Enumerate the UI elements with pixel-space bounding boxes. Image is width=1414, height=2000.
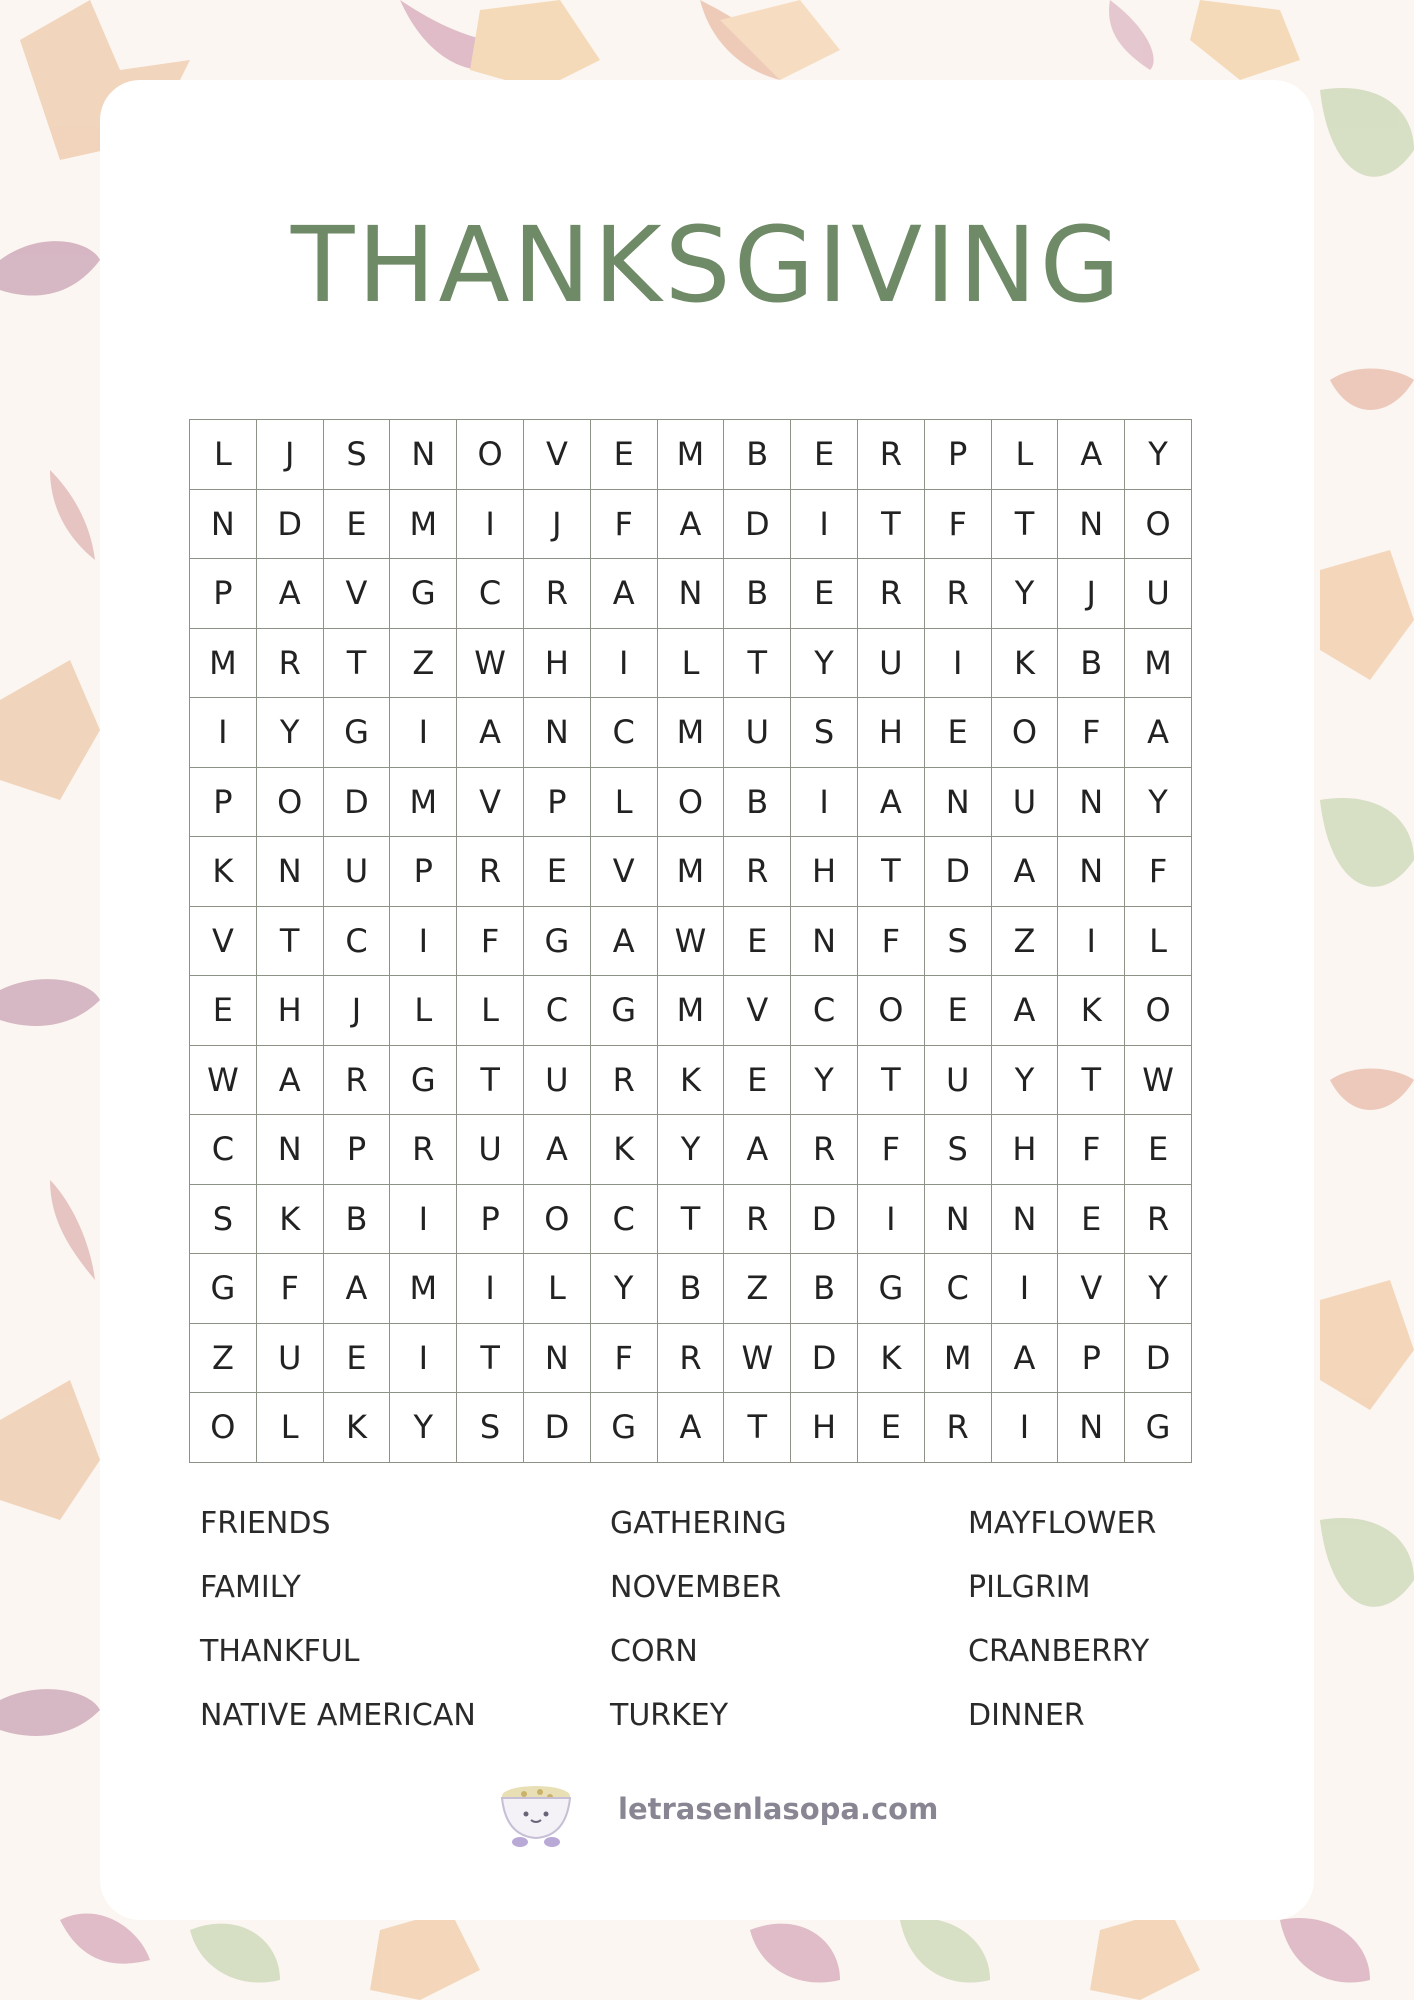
grid-cell[interactable]: B: [724, 559, 791, 629]
grid-cell[interactable]: A: [1125, 698, 1192, 768]
grid-cell[interactable]: E: [591, 420, 658, 490]
grid-cell[interactable]: R: [324, 1046, 391, 1116]
grid-cell[interactable]: F: [858, 1115, 925, 1185]
grid-cell[interactable]: U: [925, 1046, 992, 1116]
grid-cell[interactable]: N: [257, 837, 324, 907]
grid-cell[interactable]: F: [1058, 698, 1125, 768]
grid-cell[interactable]: M: [1125, 629, 1192, 699]
grid-cell[interactable]: N: [925, 1185, 992, 1255]
grid-cell[interactable]: T: [1058, 1046, 1125, 1116]
grid-cell[interactable]: F: [457, 907, 524, 977]
grid-cell[interactable]: M: [390, 1254, 457, 1324]
grid-cell[interactable]: K: [257, 1185, 324, 1255]
grid-cell[interactable]: V: [524, 420, 591, 490]
grid-cell[interactable]: P: [457, 1185, 524, 1255]
grid-cell[interactable]: G: [591, 976, 658, 1046]
grid-cell[interactable]: R: [724, 1185, 791, 1255]
leaf-icon: [190, 1924, 280, 1983]
grid-cell[interactable]: V: [457, 768, 524, 838]
grid-cell[interactable]: R: [724, 837, 791, 907]
grid-cell[interactable]: I: [992, 1254, 1059, 1324]
grid-cell[interactable]: H: [791, 1393, 858, 1463]
grid-cell[interactable]: Z: [190, 1324, 257, 1394]
grid-cell[interactable]: Y: [992, 559, 1059, 629]
grid-cell[interactable]: S: [324, 420, 391, 490]
word-list-item: NOVEMBER: [610, 1570, 782, 1605]
grid-cell[interactable]: T: [457, 1324, 524, 1394]
grid-cell[interactable]: A: [324, 1254, 391, 1324]
grid-cell[interactable]: E: [925, 698, 992, 768]
footer-branding: [496, 1778, 939, 1848]
word-list-item: FRIENDS: [200, 1506, 331, 1541]
grid-cell[interactable]: N: [190, 490, 257, 560]
grid-cell[interactable]: P: [925, 420, 992, 490]
grid-cell[interactable]: K: [1058, 976, 1125, 1046]
grid-cell[interactable]: V: [1058, 1254, 1125, 1324]
grid-cell[interactable]: U: [724, 698, 791, 768]
grid-cell[interactable]: V: [724, 976, 791, 1046]
grid-cell[interactable]: W: [190, 1046, 257, 1116]
grid-cell[interactable]: N: [524, 698, 591, 768]
grid-cell[interactable]: C: [324, 907, 391, 977]
grid-cell[interactable]: M: [390, 490, 457, 560]
grid-cell[interactable]: E: [1058, 1185, 1125, 1255]
grid-cell[interactable]: L: [524, 1254, 591, 1324]
maple-leaf-icon: [0, 1380, 100, 1520]
grid-cell[interactable]: I: [1058, 907, 1125, 977]
grid-cell[interactable]: A: [858, 768, 925, 838]
grid-cell[interactable]: G: [591, 1393, 658, 1463]
grid-cell[interactable]: T: [658, 1185, 725, 1255]
word-list-item: CORN: [610, 1634, 698, 1669]
word-list-column-2: [610, 1500, 787, 1756]
leaf-icon: [0, 1689, 100, 1736]
grid-cell[interactable]: F: [591, 1324, 658, 1394]
grid-cell[interactable]: G: [1125, 1393, 1192, 1463]
grid-cell[interactable]: P: [324, 1115, 391, 1185]
grid-cell[interactable]: W: [1125, 1046, 1192, 1116]
grid-cell[interactable]: R: [1125, 1185, 1192, 1255]
grid-cell[interactable]: L: [591, 768, 658, 838]
grid-cell[interactable]: Y: [992, 1046, 1059, 1116]
grid-cell[interactable]: I: [457, 490, 524, 560]
grid-cell[interactable]: J: [1058, 559, 1125, 629]
grid-cell[interactable]: E: [925, 976, 992, 1046]
grid-cell[interactable]: E: [1125, 1115, 1192, 1185]
grid-cell[interactable]: O: [457, 420, 524, 490]
word-list-item: CRANBERRY: [968, 1634, 1150, 1669]
grid-cell[interactable]: H: [992, 1115, 1059, 1185]
word-list-item: PILGRIM: [968, 1570, 1091, 1605]
grid-cell[interactable]: D: [925, 837, 992, 907]
grid-cell[interactable]: M: [190, 629, 257, 699]
grid-cell[interactable]: E: [724, 1046, 791, 1116]
grid-cell[interactable]: B: [724, 420, 791, 490]
grid-cell[interactable]: J: [324, 976, 391, 1046]
grid-cell[interactable]: T: [858, 1046, 925, 1116]
grid-cell[interactable]: B: [1058, 629, 1125, 699]
grid-cell[interactable]: Y: [791, 629, 858, 699]
grid-cell[interactable]: A: [724, 1115, 791, 1185]
grid-cell[interactable]: R: [658, 1324, 725, 1394]
grid-cell[interactable]: S: [791, 698, 858, 768]
leaf-icon: [900, 1918, 990, 1982]
grid-cell[interactable]: M: [658, 976, 725, 1046]
grid-cell[interactable]: V: [591, 837, 658, 907]
grid-cell[interactable]: L: [390, 976, 457, 1046]
grid-cell[interactable]: I: [457, 1254, 524, 1324]
grid-cell[interactable]: N: [524, 1324, 591, 1394]
grid-cell[interactable]: G: [390, 559, 457, 629]
grid-cell[interactable]: M: [658, 698, 725, 768]
grid-cell[interactable]: H: [858, 698, 925, 768]
word-list-item: MAYFLOWER: [968, 1506, 1157, 1541]
grid-cell[interactable]: O: [190, 1393, 257, 1463]
maple-leaf-icon: [370, 1910, 480, 2000]
grid-cell[interactable]: I: [858, 1185, 925, 1255]
grid-cell[interactable]: D: [724, 490, 791, 560]
grid-cell[interactable]: R: [390, 1115, 457, 1185]
grid-cell[interactable]: Z: [390, 629, 457, 699]
grid-cell[interactable]: A: [992, 1324, 1059, 1394]
grid-cell[interactable]: L: [257, 1393, 324, 1463]
grid-cell[interactable]: O: [524, 1185, 591, 1255]
word-list-column-1: [200, 1500, 476, 1756]
grid-cell[interactable]: L: [457, 976, 524, 1046]
grid-cell[interactable]: B: [724, 768, 791, 838]
grid-cell[interactable]: U: [457, 1115, 524, 1185]
grid-cell[interactable]: I: [190, 698, 257, 768]
grid-cell[interactable]: Z: [992, 907, 1059, 977]
grid-cell[interactable]: L: [992, 420, 1059, 490]
grid-cell[interactable]: G: [858, 1254, 925, 1324]
grid-cell[interactable]: C: [457, 559, 524, 629]
grid-cell[interactable]: J: [257, 420, 324, 490]
grid-cell[interactable]: V: [324, 559, 391, 629]
grid-cell[interactable]: S: [925, 1115, 992, 1185]
grid-cell[interactable]: I: [791, 768, 858, 838]
site-url: letrasenlasopa.com: [618, 1792, 939, 1826]
grid-cell[interactable]: N: [257, 1115, 324, 1185]
grid-cell[interactable]: N: [925, 768, 992, 838]
word-list-item: FAMILY: [200, 1570, 301, 1605]
word-search-grid[interactable]: [189, 419, 1192, 1463]
grid-cell[interactable]: F: [1058, 1115, 1125, 1185]
grid-cell[interactable]: Z: [724, 1254, 791, 1324]
grid-cell[interactable]: E: [724, 907, 791, 977]
grid-cell[interactable]: M: [658, 837, 725, 907]
grid-cell[interactable]: J: [524, 490, 591, 560]
grid-cell[interactable]: Y: [390, 1393, 457, 1463]
grid-cell[interactable]: F: [858, 907, 925, 977]
grid-cell[interactable]: K: [658, 1046, 725, 1116]
grid-cell[interactable]: C: [791, 976, 858, 1046]
grid-cell[interactable]: P: [190, 559, 257, 629]
grid-cell[interactable]: P: [190, 768, 257, 838]
grid-cell[interactable]: Y: [658, 1115, 725, 1185]
grid-cell[interactable]: A: [457, 698, 524, 768]
grid-cell[interactable]: R: [925, 1393, 992, 1463]
grid-cell[interactable]: I: [390, 1324, 457, 1394]
grid-cell[interactable]: I: [390, 698, 457, 768]
grid-cell[interactable]: K: [858, 1324, 925, 1394]
grid-cell[interactable]: E: [791, 420, 858, 490]
leaf-icon: [50, 1180, 95, 1280]
grid-cell[interactable]: T: [724, 1393, 791, 1463]
grid-cell[interactable]: K: [591, 1115, 658, 1185]
grid-cell[interactable]: M: [390, 768, 457, 838]
word-list-item: GATHERING: [610, 1506, 787, 1541]
grid-cell[interactable]: N: [390, 420, 457, 490]
grid-cell[interactable]: N: [658, 559, 725, 629]
grid-cell[interactable]: S: [925, 907, 992, 977]
leaf-icon: [1330, 1068, 1414, 1110]
maple-leaf-icon: [1320, 1280, 1414, 1410]
grid-cell[interactable]: A: [992, 837, 1059, 907]
grid-cell[interactable]: A: [524, 1115, 591, 1185]
grid-cell[interactable]: Y: [1125, 420, 1192, 490]
grid-cell[interactable]: L: [658, 629, 725, 699]
grid-cell[interactable]: C: [591, 1185, 658, 1255]
grid-cell[interactable]: O: [257, 768, 324, 838]
grid-cell[interactable]: D: [1125, 1324, 1192, 1394]
grid-cell[interactable]: C: [925, 1254, 992, 1324]
grid-cell[interactable]: A: [658, 490, 725, 560]
grid-cell[interactable]: A: [257, 559, 324, 629]
grid-cell[interactable]: C: [591, 698, 658, 768]
grid-cell[interactable]: W: [658, 907, 725, 977]
page-title: THANKSGIVING: [290, 204, 1124, 326]
grid-cell[interactable]: F: [591, 490, 658, 560]
grid-cell[interactable]: H: [257, 976, 324, 1046]
grid-cell[interactable]: G: [190, 1254, 257, 1324]
grid-cell[interactable]: F: [1125, 837, 1192, 907]
grid-cell[interactable]: G: [524, 907, 591, 977]
grid-cell[interactable]: A: [1058, 420, 1125, 490]
grid-cell[interactable]: O: [858, 976, 925, 1046]
grid-cell[interactable]: I: [591, 629, 658, 699]
grid-cell[interactable]: W: [457, 629, 524, 699]
grid-cell[interactable]: I: [925, 629, 992, 699]
grid-cell[interactable]: L: [190, 420, 257, 490]
grid-cell[interactable]: C: [190, 1115, 257, 1185]
grid-cell[interactable]: M: [658, 420, 725, 490]
grid-cell[interactable]: O: [1125, 490, 1192, 560]
grid-cell[interactable]: I: [791, 490, 858, 560]
grid-cell[interactable]: R: [791, 1115, 858, 1185]
leaf-icon: [1320, 1518, 1414, 1607]
grid-cell[interactable]: T: [257, 907, 324, 977]
grid-cell[interactable]: S: [190, 1185, 257, 1255]
word-list-item: NATIVE AMERICAN: [200, 1698, 476, 1733]
grid-cell[interactable]: E: [791, 559, 858, 629]
leaf-icon: [60, 1914, 150, 1964]
grid-cell[interactable]: F: [925, 490, 992, 560]
grid-cell[interactable]: P: [1058, 1324, 1125, 1394]
grid-cell[interactable]: G: [324, 698, 391, 768]
leaf-icon: [0, 979, 100, 1026]
grid-cell[interactable]: E: [324, 490, 391, 560]
leaf-icon: [1280, 1918, 1370, 1982]
grid-cell[interactable]: P: [524, 768, 591, 838]
grid-cell[interactable]: U: [524, 1046, 591, 1116]
word-list-item: THANKFUL: [200, 1634, 360, 1669]
grid-cell[interactable]: A: [591, 559, 658, 629]
grid-cell[interactable]: Y: [791, 1046, 858, 1116]
grid-cell[interactable]: R: [925, 559, 992, 629]
grid-cell[interactable]: R: [858, 559, 925, 629]
grid-cell[interactable]: H: [524, 629, 591, 699]
grid-cell[interactable]: I: [390, 1185, 457, 1255]
leaf-icon: [1320, 798, 1414, 887]
maple-leaf-icon: [470, 0, 600, 90]
grid-cell[interactable]: D: [257, 490, 324, 560]
leaf-icon: [1109, 0, 1154, 70]
maple-leaf-icon: [1090, 1910, 1200, 2000]
grid-cell[interactable]: A: [591, 907, 658, 977]
grid-cell[interactable]: T: [992, 490, 1059, 560]
leaf-icon: [750, 1924, 840, 1983]
grid-cell[interactable]: R: [591, 1046, 658, 1116]
grid-cell[interactable]: I: [992, 1393, 1059, 1463]
grid-cell[interactable]: H: [791, 837, 858, 907]
maple-leaf-icon: [1320, 550, 1414, 680]
grid-cell[interactable]: N: [1058, 490, 1125, 560]
soup-bowl-mascot-icon: [496, 1778, 576, 1848]
grid-cell[interactable]: N: [992, 1185, 1059, 1255]
grid-cell[interactable]: D: [324, 768, 391, 838]
grid-cell[interactable]: O: [992, 698, 1059, 768]
grid-cell[interactable]: A: [658, 1393, 725, 1463]
grid-cell[interactable]: U: [992, 768, 1059, 838]
grid-cell[interactable]: T: [724, 629, 791, 699]
word-list-item: TURKEY: [610, 1698, 729, 1733]
grid-cell[interactable]: V: [190, 907, 257, 977]
grid-cell[interactable]: K: [992, 629, 1059, 699]
maple-leaf-icon: [0, 660, 100, 800]
grid-cell[interactable]: U: [1125, 559, 1192, 629]
grid-cell[interactable]: I: [390, 907, 457, 977]
grid-cell[interactable]: B: [658, 1254, 725, 1324]
grid-cell[interactable]: B: [324, 1185, 391, 1255]
grid-cell[interactable]: O: [658, 768, 725, 838]
grid-cell[interactable]: D: [524, 1393, 591, 1463]
leaf-icon: [1330, 368, 1414, 410]
word-list-column-3: [968, 1500, 1156, 1756]
grid-cell[interactable]: M: [925, 1324, 992, 1394]
grid-cell[interactable]: O: [1125, 976, 1192, 1046]
grid-cell[interactable]: K: [324, 1393, 391, 1463]
grid-cell[interactable]: A: [257, 1046, 324, 1116]
grid-cell[interactable]: W: [724, 1324, 791, 1394]
grid-cell[interactable]: U: [858, 629, 925, 699]
grid-cell[interactable]: Y: [257, 698, 324, 768]
grid-cell[interactable]: T: [324, 629, 391, 699]
grid-cell[interactable]: F: [257, 1254, 324, 1324]
grid-cell[interactable]: B: [791, 1254, 858, 1324]
grid-cell[interactable]: N: [1058, 768, 1125, 838]
grid-cell[interactable]: R: [524, 559, 591, 629]
grid-cell[interactable]: R: [457, 837, 524, 907]
word-list-item: DINNER: [968, 1698, 1085, 1733]
grid-cell[interactable]: E: [190, 976, 257, 1046]
grid-cell[interactable]: R: [257, 629, 324, 699]
grid-cell[interactable]: E: [858, 1393, 925, 1463]
grid-cell[interactable]: D: [791, 1185, 858, 1255]
grid-cell[interactable]: E: [324, 1324, 391, 1394]
grid-cell[interactable]: C: [524, 976, 591, 1046]
grid-cell[interactable]: Y: [1125, 768, 1192, 838]
grid-cell[interactable]: G: [390, 1046, 457, 1116]
grid-cell[interactable]: T: [457, 1046, 524, 1116]
grid-cell[interactable]: S: [457, 1393, 524, 1463]
grid-cell[interactable]: A: [992, 976, 1059, 1046]
grid-cell[interactable]: U: [257, 1324, 324, 1394]
grid-cell[interactable]: N: [791, 907, 858, 977]
grid-cell[interactable]: Y: [1125, 1254, 1192, 1324]
leaf-icon: [50, 470, 95, 560]
grid-cell[interactable]: K: [190, 837, 257, 907]
grid-cell[interactable]: Y: [591, 1254, 658, 1324]
grid-cell[interactable]: P: [390, 837, 457, 907]
grid-cell[interactable]: E: [524, 837, 591, 907]
grid-cell[interactable]: N: [1058, 837, 1125, 907]
grid-cell[interactable]: T: [858, 837, 925, 907]
grid-cell[interactable]: R: [858, 420, 925, 490]
grid-cell[interactable]: T: [858, 490, 925, 560]
grid-cell[interactable]: D: [791, 1324, 858, 1394]
maple-leaf-icon: [1190, 0, 1300, 80]
grid-cell[interactable]: U: [324, 837, 391, 907]
leaf-icon: [1320, 88, 1414, 177]
grid-cell[interactable]: N: [1058, 1393, 1125, 1463]
grid-cell[interactable]: L: [1125, 907, 1192, 977]
